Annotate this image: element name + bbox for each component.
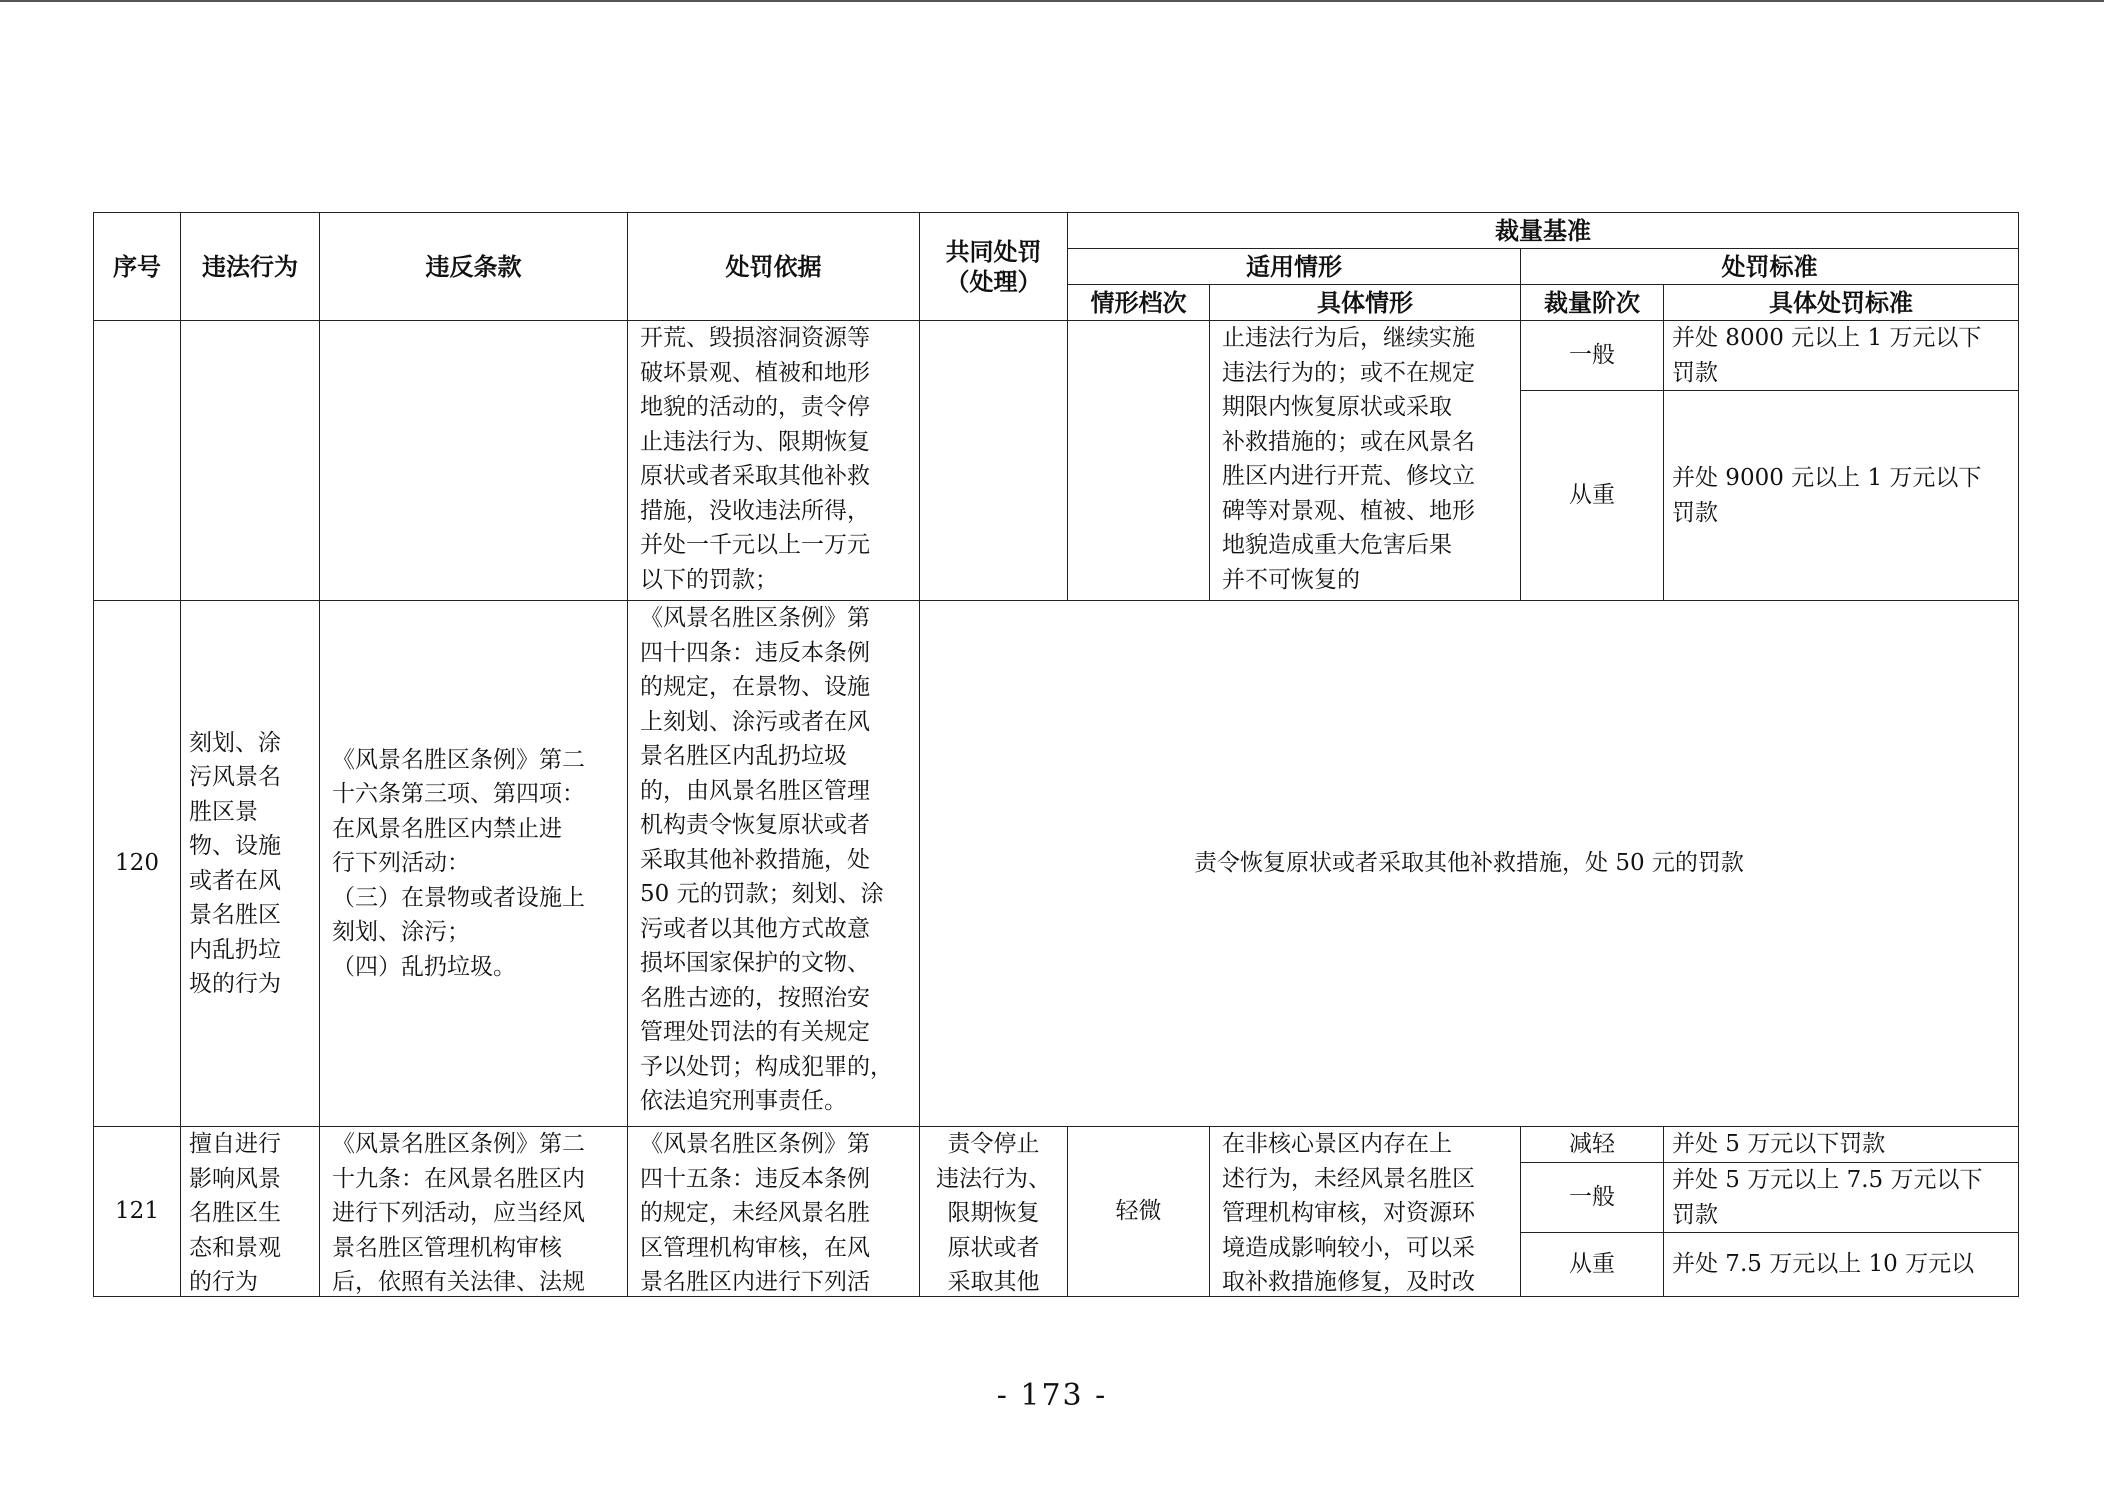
basis-text: 开荒、毁损溶洞资源等 破坏景观、植被和地形 地貌的活动的，责令停 止违法行为、限期恢复 原状或者采取其他补救 措施，没收违法所得， 并处一千元以上一万元 以下的罚款； xyxy=(640,325,870,593)
table-row xyxy=(94,1127,2019,1163)
header-clause: 违反条款 xyxy=(320,213,628,321)
violation-text: 刻划、涂 污风景名 胜区景 物、设施 或者在风 景名胜区 内乱扔垃 圾的行为 xyxy=(189,729,281,997)
header-basis: 处罚依据 xyxy=(628,213,920,321)
seq-number: 121 xyxy=(115,1198,159,1225)
clause-cell xyxy=(320,321,628,601)
top-border-line xyxy=(0,0,2104,2)
header-joint-penalty: 共同处罚 （处理） xyxy=(920,213,1068,321)
level-cell xyxy=(1068,321,1210,601)
standard-general: 并处 8000 元以上 1 万元以下 罚款 xyxy=(1672,325,1982,386)
clause-text: 《风景名胜区条例》第二 十九条：在风景名胜区内 进行下列活动，应当经风 景名胜区管理机构审核 后，依照有关法律、法规 xyxy=(332,1131,585,1295)
header-applicable: 适用情形 xyxy=(1068,249,1521,285)
grade-general: 一般 xyxy=(1569,342,1615,369)
header-situation: 具体情形 xyxy=(1210,285,1521,321)
seq-cell xyxy=(94,321,181,601)
clause-text: 《风景名胜区条例》第二 十六条第三项、第四项： 在风景名胜区内禁止进 行下列活动： （三）在景物或者设施上 刻划、涂污； （四）乱扔垃圾。 xyxy=(332,746,585,980)
header-row-1 xyxy=(94,213,2019,249)
table-row xyxy=(94,601,2019,1127)
header-grade: 裁量阶次 xyxy=(1521,285,1664,321)
header-specific-standard: 具体处罚标准 xyxy=(1664,285,2019,321)
table-row xyxy=(94,321,2019,391)
header-violation: 违法行为 xyxy=(181,213,320,321)
merged-penalty-text: 责令恢复原状或者采取其他补救措施，处 50 元的罚款 xyxy=(1194,850,1744,877)
standard-heavy: 并处 9000 元以上 1 万元以下 罚款 xyxy=(1672,465,1982,526)
level-text: 轻微 xyxy=(1115,1198,1162,1225)
header-discretion: 裁量基准 xyxy=(1068,213,2019,249)
joint-text: 责令停止 违法行为、 限期恢复 原状或者 采取其他 xyxy=(936,1131,1051,1295)
seq-number: 120 xyxy=(115,850,159,877)
grade-heavy: 从重 xyxy=(1569,482,1615,509)
header-level: 情形档次 xyxy=(1068,285,1210,321)
standard-light: 并处 5 万元以下罚款 xyxy=(1672,1131,1886,1158)
violation-text: 擅自进行 影响风景 名胜区生 态和景观 的行为 xyxy=(189,1131,281,1295)
grade-heavy: 从重 xyxy=(1569,1251,1615,1278)
joint-cell xyxy=(920,321,1068,601)
grade-light: 减轻 xyxy=(1569,1131,1615,1158)
grade-general: 一般 xyxy=(1569,1184,1615,1211)
situation-text: 止违法行为后，继续实施 违法行为的；或不在规定 期限内恢复原状或采取 补救措施的；或在风景名 胜区内进行开荒、修坟立 碑等对景观、植被、地形 地貌造成重大危害后果 并不可恢复的 xyxy=(1222,325,1475,593)
basis-text: 《风景名胜区条例》第 四十五条：违反本条例 的规定，未经风景名胜 区管理机构审核，在风 景名胜区内进行下列活 xyxy=(640,1131,870,1295)
situation-text: 在非核心景区内存在上 述行为，未经风景名胜区 管理机构审核，对资源环 境造成影响较小，可以采 取补救措施修复，及时改 xyxy=(1222,1131,1475,1295)
header-penalty-standard: 处罚标准 xyxy=(1521,249,2019,285)
violation-cell xyxy=(181,321,320,601)
page-number: - 173 - xyxy=(996,1378,1108,1413)
header-seq: 序号 xyxy=(94,213,181,321)
basis-text: 《风景名胜区条例》第 四十四条：违反本条例 的规定，在景物、设施 上刻划、涂污或者在风 景名胜区内乱扔垃圾 的，由风景名胜区管理 机构责令恢复原状或者 采取其他补救措施，处 50 元的罚款；刻划、涂 污或者以其他方式故意 损坏国家保护的文物、 名胜古迹的，按照治安 管理处罚法的有关规定 予以处罚；构成犯罪的， 依法追究刑事责任。 xyxy=(640,605,893,1114)
standard-general: 并处 5 万元以上 7.5 万元以下 罚款 xyxy=(1672,1167,1983,1228)
standard-heavy: 并处 7.5 万元以上 10 万元以 xyxy=(1672,1251,1975,1278)
discretion-standard-table xyxy=(93,212,2019,1297)
